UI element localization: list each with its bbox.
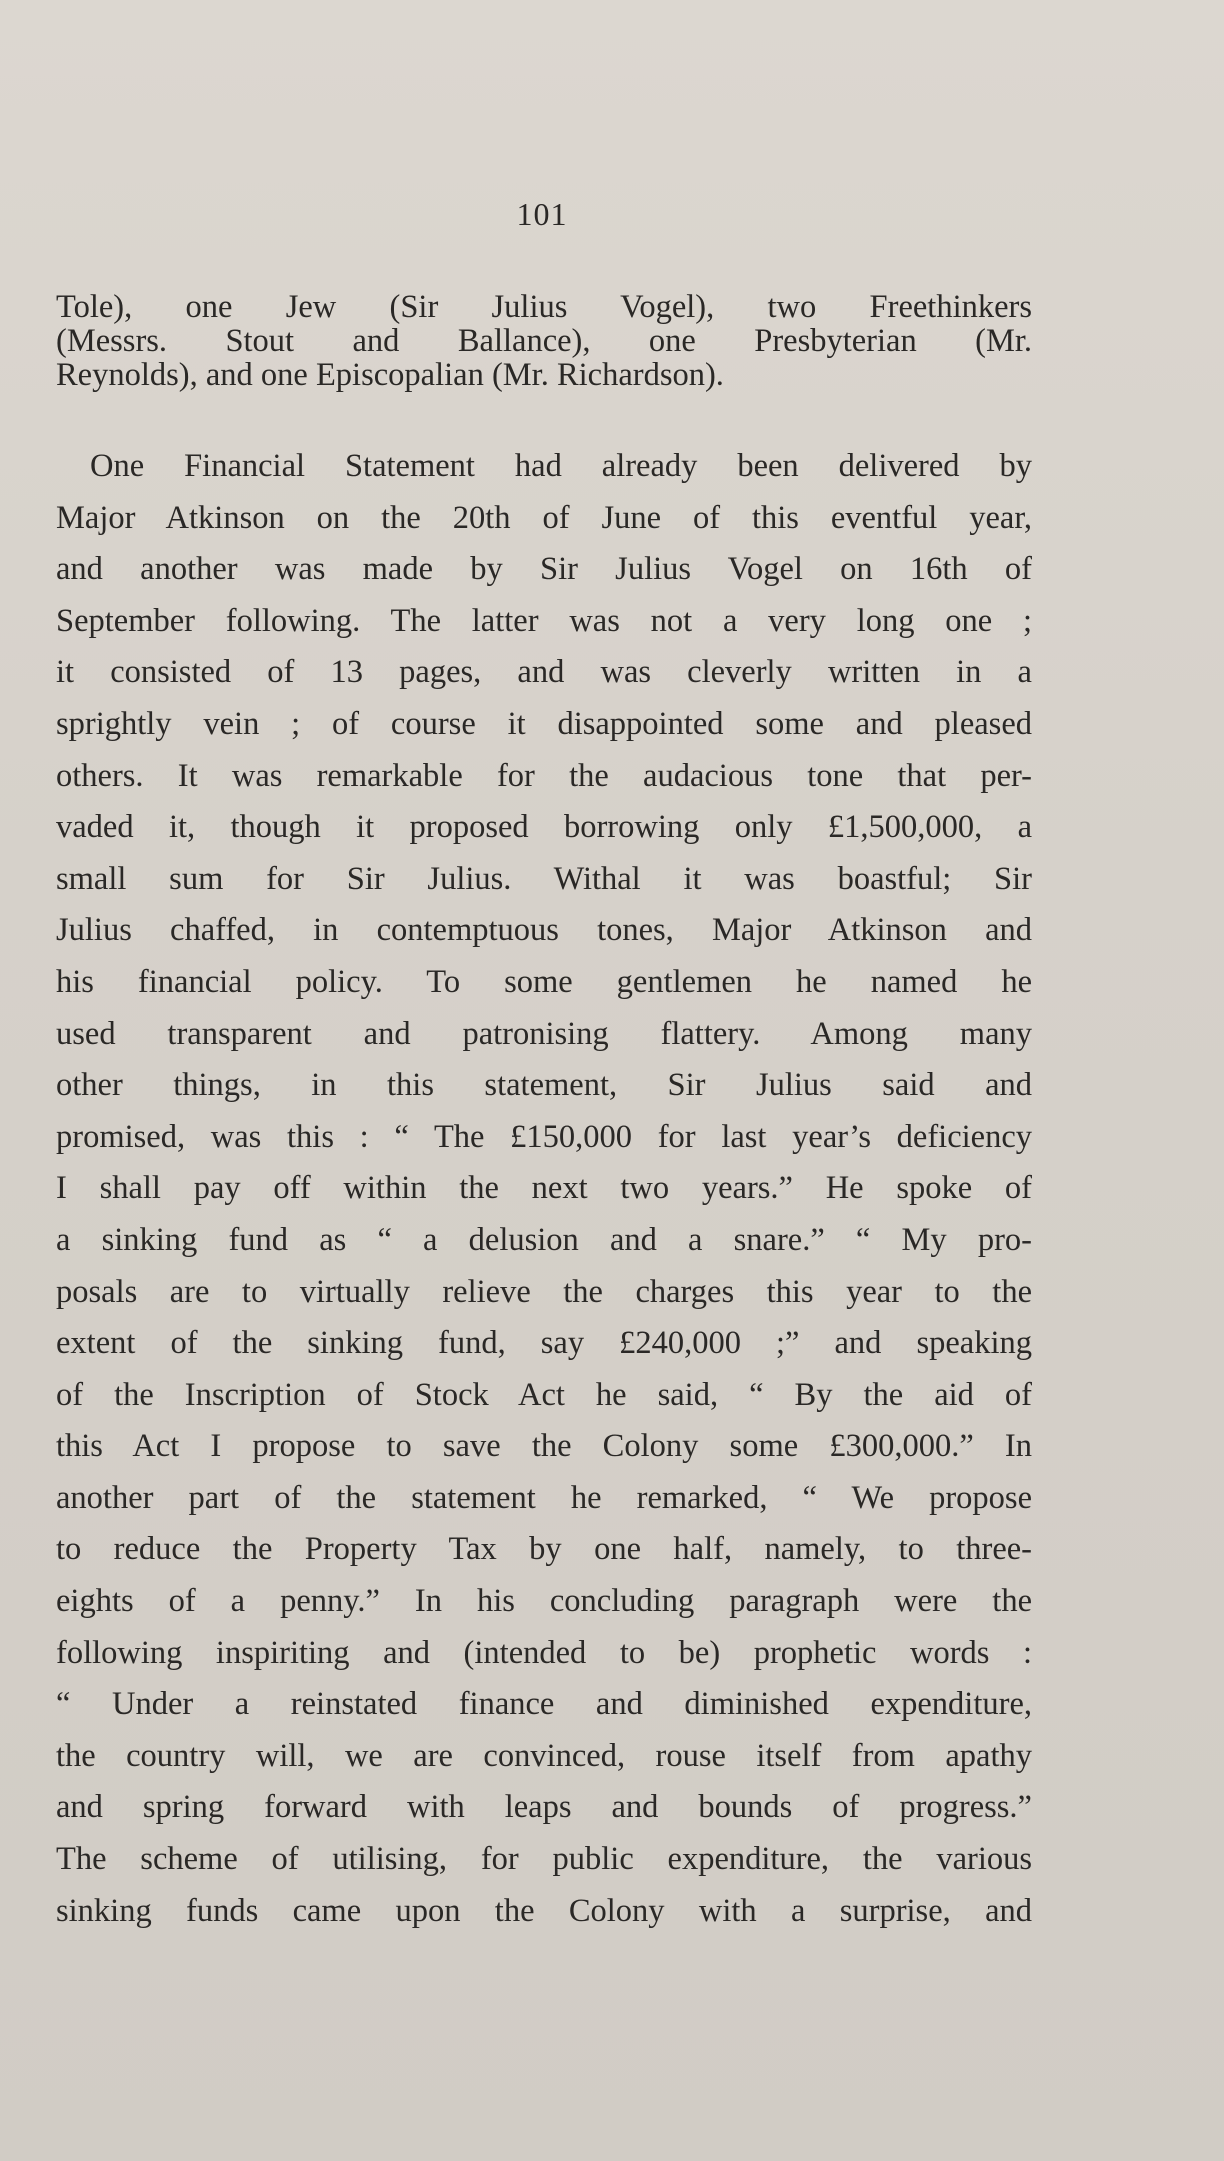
text-line: and spring forward with leaps and bounds of progress.”	[56, 1789, 1032, 1826]
text-line: and another was made by Sir Julius Vogel on 16th of	[56, 551, 1032, 588]
text-line: it consisted of 13 pages, and was cleverly written in a	[56, 654, 1032, 691]
text-line: to reduce the Property Tax by one half, namely, to three-	[56, 1531, 1032, 1568]
text-line: small sum for Sir Julius. Withal it was boastful; Sir	[56, 860, 1032, 897]
text-line: others. It was remarkable for the audacious tone that per-	[56, 757, 1032, 794]
text-line: this Act I propose to save the Colony some £300,000.” In	[56, 1428, 1032, 1465]
text-line: Julius chaffed, in contemptuous tones, Major Atkinson and	[56, 912, 1032, 949]
text-line: eights of a penny.” In his concluding paragraph were the	[56, 1583, 1032, 1620]
text-line: I shall pay off within the next two years.” He spoke of	[56, 1170, 1032, 1207]
text-line: another part of the statement he remarked, “ We propose	[56, 1479, 1032, 1516]
text-line: used transparent and patronising flattery. Among many	[56, 1015, 1032, 1052]
text-line: (Messrs. Stout and Ballance), one Presbyterian (Mr.	[56, 323, 1032, 359]
text-line: Major Atkinson on the 20th of June of this eventful year,	[56, 499, 1032, 536]
text-line: sinking funds came upon the Colony with a surprise, and	[56, 1892, 1032, 1929]
text-line: the country will, we are convinced, rouse itself from apathy	[56, 1737, 1032, 1774]
text-line: extent of the sinking fund, say £240,000 ;” and speaking	[56, 1325, 1032, 1362]
text-line: sprightly vein ; of course it disappointed some and pleased	[56, 705, 1032, 742]
text-line: September following. The latter was not a very long one ;	[56, 602, 1032, 639]
text-line: posals are to virtually relieve the charges this year to the	[56, 1273, 1032, 1310]
text-line: One Financial Statement had already been delivered by	[90, 448, 1032, 484]
text-line: Tole), one Jew (Sir Julius Vogel), two Freethinkers	[56, 289, 1032, 325]
text-line: a sinking fund as “ a delusion and a snare.” “ My pro-	[56, 1221, 1032, 1258]
text-line: following inspiriting and (intended to be) prophetic words :	[56, 1634, 1032, 1671]
text-line: vaded it, though it proposed borrowing only £1,500,000, a	[56, 809, 1032, 846]
text-line: other things, in this statement, Sir Julius said and	[56, 1067, 1032, 1104]
text-line: The scheme of utilising, for public expenditure, the various	[56, 1841, 1032, 1878]
text-line: “ Under a reinstated finance and diminished expenditure,	[56, 1686, 1032, 1723]
paragraph-financial-statement	[56, 441, 1032, 1937]
text-line: Reynolds), and one Episcopalian (Mr. Richardson).	[56, 357, 724, 393]
text-line: promised, was this : “ The £150,000 for last year’s deficiency	[56, 1118, 1032, 1155]
text-line: of the Inscription of Stock Act he said, “ By the aid of	[56, 1376, 1032, 1413]
text-line: his financial policy. To some gentlemen he named he	[56, 963, 1032, 1000]
page-number: 101	[516, 196, 568, 232]
paragraph-continued	[56, 290, 1032, 392]
